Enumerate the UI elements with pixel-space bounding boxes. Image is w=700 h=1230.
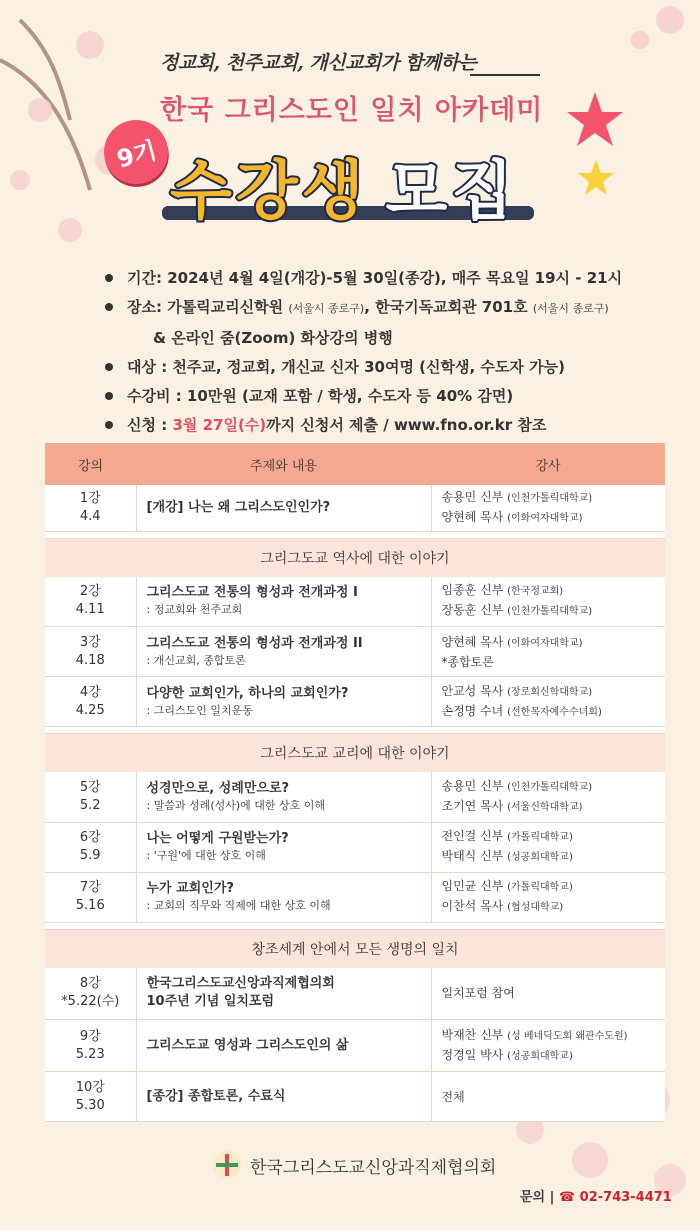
info-fee: 수강비 : 10만원 (교재 포함 / 학생, 수도자 등 40% 감면) (105, 386, 665, 406)
info-apply (105, 415, 665, 435)
main-title-part2: 모집 (385, 155, 518, 229)
table-row (45, 822, 665, 872)
lecturers: 임종훈 신부 (한국정교회) 장동훈 신부 (인천가톨릭대학교) (431, 577, 665, 627)
header-topic: 주제와 내용 (136, 443, 431, 485)
lecturers: 전체 (431, 1072, 665, 1122)
academy-title: 한국 그리스도인 일치 아카데미 (160, 95, 544, 126)
lecturers: 임민균 신부 (가톨릭대학교) 이찬석 목사 (협성대학교) (431, 872, 665, 922)
lecture-number: 1강 4.4 (45, 485, 136, 531)
table-row (45, 627, 665, 677)
cohort-badge: 9기 (97, 113, 175, 191)
lecturers: 전인걸 신부 (가톨릭대학교) 박태식 신부 (성공회대학교) (431, 822, 665, 872)
section-row: 창조세계 안에서 모든 생명의 일치 (45, 929, 665, 968)
table-row (45, 485, 665, 531)
table-gap (45, 922, 665, 929)
table-gap (45, 531, 665, 538)
lecturers: 송용민 신부 (인천가톨릭대학교) 조기연 목사 (서울신학대학교) (431, 772, 665, 822)
lecture-topic: [종강] 종합토론, 수료식 (136, 1072, 431, 1122)
lecture-number: 5강 5.2 (45, 772, 136, 822)
info-place-note2: (서울시 종로구) (532, 302, 609, 315)
lecture-number: 9강 5.23 (45, 1020, 136, 1072)
info-apply-rest: 까지 신청서 제출 / www.fno.or.kr 참조 (266, 416, 547, 434)
table-row (45, 1072, 665, 1122)
table-row (45, 968, 665, 1020)
lecture-topic: [개강] 나는 왜 그리스도인인가? (136, 485, 431, 531)
table-row (45, 872, 665, 922)
section-row: 그리그도교 역사에 대한 이야기 (45, 538, 665, 577)
header-lecturer: 강사 (431, 443, 665, 485)
lecture-number: 8강 *5.22(수) (45, 968, 136, 1020)
phone-icon: ☎ (558, 1190, 576, 1205)
table-gap (45, 727, 665, 734)
info-place (105, 297, 665, 319)
schedule-table (45, 443, 665, 1122)
lecture-number: 6강 5.9 (45, 822, 136, 872)
info-period: 기간: 2024년 4월 4일(개강)-5월 30일(종강), 매주 목요일 19시 - 21시 (105, 268, 665, 288)
main-title-part1: 수강생 (170, 155, 368, 229)
lecturers: 일치포럼 참여 (431, 968, 665, 1020)
lecture-number: 4강 4.25 (45, 677, 136, 727)
table-row (45, 1020, 665, 1072)
contact-info (520, 1186, 672, 1205)
info-list (105, 268, 665, 444)
lecture-topic: 그리스도교 영성과 그리스도인의 삶 (136, 1020, 431, 1072)
lecturers: 박재찬 신부 (성 베네딕도회 왜관수도원) 정경일 박사 (성공회대학교) (431, 1020, 665, 1072)
lecture-topic: 성경만으로, 성례만으로? : 말씀과 성례(성사)에 대한 상호 이해 (136, 772, 431, 822)
lecturers: 송용민 신부 (인천가톨릭대학교) 양현혜 목사 (이화여자대학교) (431, 485, 665, 531)
info-place-note1: (서울시 종로구) (288, 302, 365, 315)
lecture-number: 10강 5.30 (45, 1072, 136, 1122)
lecture-topic: 한국그리스도교신앙과직제협의회 10주년 기념 일치포럼 (136, 968, 431, 1020)
table-row (45, 577, 665, 627)
lecture-topic: 그리스도교 전통의 형성과 전개과정 I : 정교회와 천주교회 (136, 577, 431, 627)
info-place-label: 장소: 가톨릭교리신학원 (127, 298, 284, 316)
info-place-continued: & 온라인 줌(Zoom) 화상강의 병행 (153, 329, 393, 347)
organization-name: 한국그리스도교신앙과직제협의회 (250, 1158, 497, 1178)
lecture-topic: 다양한 교회인가, 하나의 교회인가? : 그리스도인 일치운동 (136, 677, 431, 727)
lecture-topic: 누가 교회인가? : 교회의 직무와 직제에 대한 상호 이해 (136, 872, 431, 922)
header (0, 0, 700, 260)
subtitle: 정교회, 천주교회, 개신교회가 함께하는 (160, 52, 477, 74)
table-row (45, 677, 665, 727)
lecturers: 안교성 목사 (장로회신학대학교) 손정명 수녀 (선한목자예수수녀회) (431, 677, 665, 727)
info-target: 대상 : 천주교, 정교회, 개신교 신자 30여명 (신학생, 수도자 가능) (105, 357, 665, 377)
info-place-mid: , 한국기독교회관 701호 (364, 298, 528, 316)
section-row: 그리스도교 교리에 대한 이야기 (45, 734, 665, 773)
lecturers: 양현혜 목사 (이화여자대학교) *종합토론 (431, 627, 665, 677)
lecture-number: 7강 5.16 (45, 872, 136, 922)
lecture-topic: 나는 어떻게 구원받는가? : '구원'에 대한 상호 이해 (136, 822, 431, 872)
table-header-row (45, 443, 665, 485)
main-title (170, 140, 517, 232)
info-apply-label: 신청 : (127, 416, 173, 434)
info-apply-date: 3월 27일(수) (172, 416, 267, 434)
subtitle-underline (470, 74, 540, 76)
lecture-number: 3강 4.18 (45, 627, 136, 677)
contact-label: 문의 | (520, 1190, 559, 1205)
lecture-number: 2강 4.11 (45, 577, 136, 627)
phone-number[interactable]: 02-743-4471 (579, 1190, 672, 1205)
table-row (45, 772, 665, 822)
lecture-topic: 그리스도교 전통의 형성과 전개과정 II : 개신교회, 종합토론 (136, 627, 431, 677)
header-lecture: 강의 (45, 443, 136, 485)
